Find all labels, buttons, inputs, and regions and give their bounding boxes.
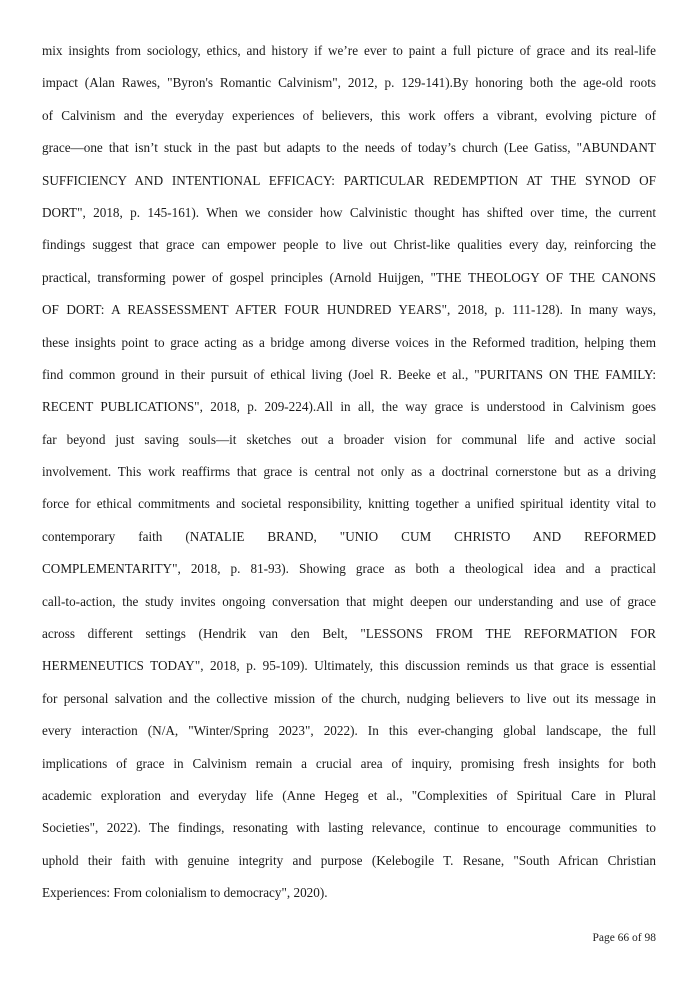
text-line: of Calvinism and the everyday experiences of believers, this work offers a vibrant, evolving picture of	[42, 107, 656, 123]
page-number: Page 66 of 98	[592, 932, 656, 944]
text-line: COMPLEMENTARITY", 2018, p. 81-93). Showing grace as both a theological idea and a practical	[42, 561, 656, 577]
text-line: uphold their faith with genuine integrity and purpose (Kelebogile T. Resane, "South African Christian	[42, 852, 656, 868]
text-line: call-to-action, the study invites ongoing conversation that might deepen our understanding and use of grace	[42, 593, 656, 609]
text-line: DORT", 2018, p. 145-161). When we consider how Calvinistic thought has shifted over time, the current	[42, 204, 656, 220]
text-line: find common ground in their pursuit of ethical living (Joel R. Beeke et al., "PURITANS ON THE FAMILY:	[42, 366, 656, 382]
text-line: OF DORT: A REASSESSMENT AFTER FOUR HUNDRED YEARS", 2018, p. 111-128). In many ways,	[42, 302, 656, 318]
text-line: findings suggest that grace can empower people to live out Christ-like qualities every day, reinforcing the	[42, 237, 656, 253]
text-line: involvement. This work reaffirms that grace is central not only as a doctrinal cornerstone but as a driving	[42, 464, 656, 480]
text-line: implications of grace in Calvinism remain a crucial area of inquiry, promising fresh insights for both	[42, 755, 656, 771]
text-line: impact (Alan Rawes, "Byron's Romantic Calvinism", 2012, p. 129-141).By honoring both the age-old roots	[42, 75, 656, 91]
text-line: across different settings (Hendrik van den Belt, "LESSONS FROM THE REFORMATION FOR	[42, 626, 656, 642]
text-line: academic exploration and everyday life (Anne Hegeg et al., "Complexities of Spiritual Care in Plural	[42, 787, 656, 803]
text-line: force for ethical commitments and societal responsibility, knitting together a unified spiritual identity vital to	[42, 496, 656, 512]
text-line: grace—one that isn’t stuck in the past but adapts to the needs of today’s church (Lee Gatiss, "ABUNDANT	[42, 140, 656, 156]
text-line: mix insights from sociology, ethics, and history if we’re ever to paint a full picture of grace and its real-life	[42, 43, 656, 58]
text-line: SUFFICIENCY AND INTENTIONAL EFFICACY: PARTICULAR REDEMPTION AT THE SYNOD OF	[42, 172, 656, 188]
text-line: RECENT PUBLICATIONS", 2018, p. 209-224).All in all, the way grace is understood in Calvinism goes	[42, 399, 656, 415]
text-line: every interaction (N/A, "Winter/Spring 2023", 2022). In this ever-changing global landscape, the full	[42, 723, 656, 739]
text-line: contemporary faith (NATALIE BRAND, "UNIO CUM CHRISTO AND REFORMED	[42, 528, 656, 544]
text-line: HERMENEUTICS TODAY", 2018, p. 95-109). Ultimately, this discussion reminds us that grace is essential	[42, 658, 656, 674]
text-line: Experiences: From colonialism to democracy", 2020).	[42, 885, 328, 901]
body-paragraph	[42, 41, 656, 916]
text-line: Societies", 2022). The findings, resonating with lasting relevance, continue to encourage communities to	[42, 820, 656, 836]
text-line: far beyond just saving souls—it sketches out a broader vision for communal life and active social	[42, 431, 656, 447]
text-line: for personal salvation and the collective mission of the church, nudging believers to live out its message in	[42, 690, 656, 706]
text-line: these insights point to grace acting as a bridge among diverse voices in the Reformed tradition, helping them	[42, 334, 656, 350]
text-line: practical, transforming power of gospel principles (Arnold Huijgen, "THE THEOLOGY OF THE CANONS	[42, 269, 656, 285]
